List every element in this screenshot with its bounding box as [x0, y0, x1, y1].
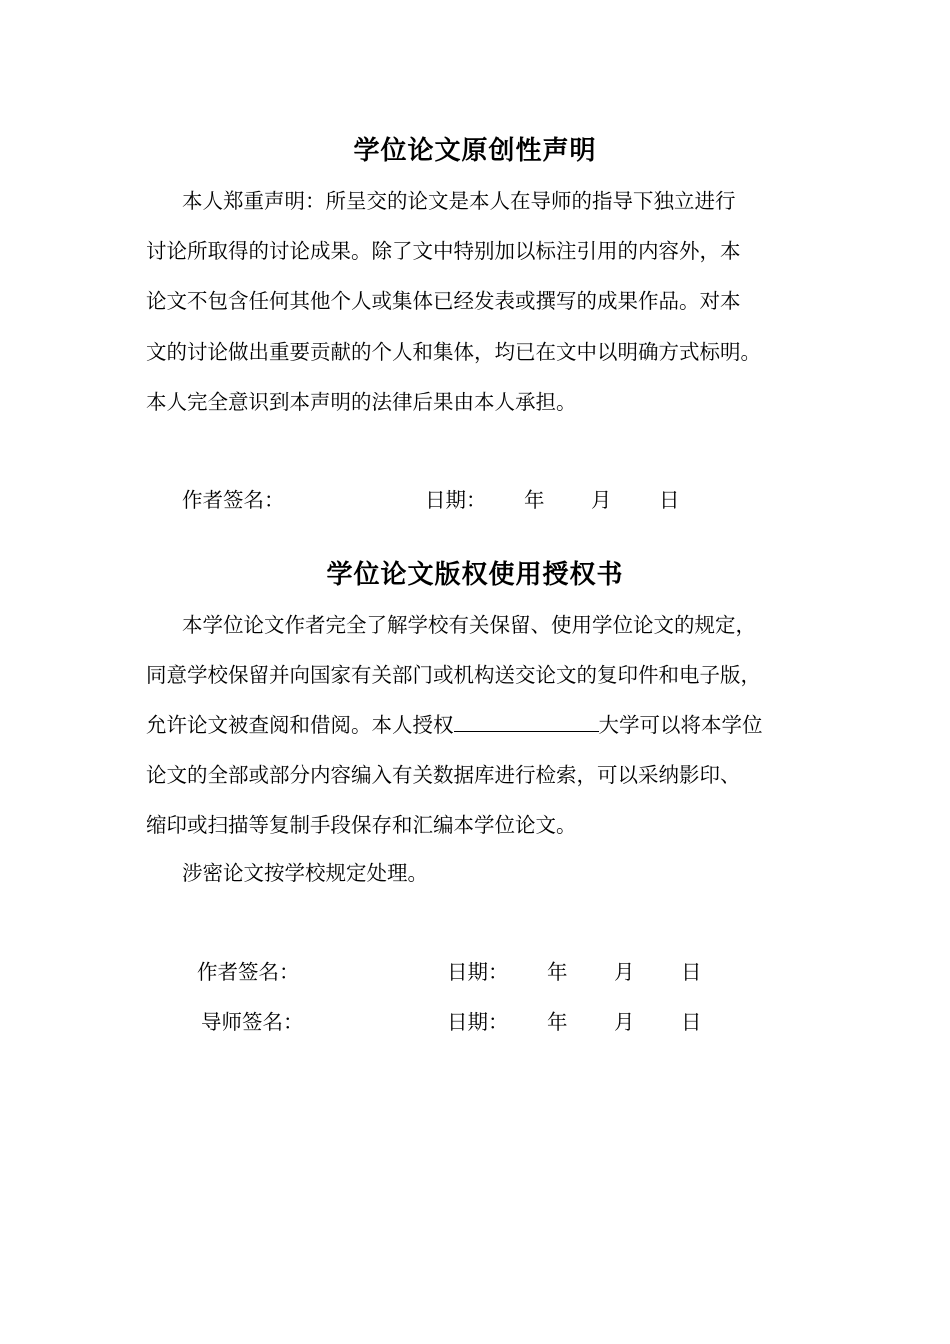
day-label: 日	[681, 960, 702, 984]
declaration-line-1: 本人郑重声明：所呈交的论文是本人在导师的指导下独立进行	[182, 189, 736, 213]
advisor-signature-label: 导师签名：	[201, 1010, 304, 1034]
month-label: 月	[614, 1010, 635, 1034]
author-signature-label: 作者签名：	[197, 960, 300, 984]
classified-note: 涉密论文按学校规定处理。	[182, 861, 428, 885]
declaration-line-5: 本人完全意识到本声明的法律后果由本人承担。	[146, 390, 577, 414]
declaration-line-2: 讨论所取得的讨论成果。除了文中特别加以标注引用的内容外，本	[146, 239, 741, 263]
month-label: 月	[591, 488, 612, 512]
date-label: 日期：	[447, 1010, 509, 1034]
declaration-title: 学位论文原创性声明	[353, 136, 597, 166]
authorization-line-1: 本学位论文作者完全了解学校有关保留、使用学位论文的规定，	[182, 613, 756, 637]
day-label: 日	[659, 488, 680, 512]
date-label: 日期：	[425, 488, 487, 512]
date-label: 日期：	[447, 960, 509, 984]
university-name-blank[interactable]	[454, 713, 599, 732]
authorization-line-3-after: 大学可以将本学位	[598, 713, 763, 737]
declaration-line-3: 论文不包含任何其他个人或集体已经发表或撰写的成果作品。对本	[146, 289, 741, 313]
declaration-line-4: 文的讨论做出重要贡献的个人和集体，均已在文中以明确方式标明。	[146, 340, 761, 364]
year-label: 年	[547, 1010, 568, 1034]
authorization-line-3-before: 允许论文被查阅和借阅。本人授权	[146, 713, 454, 737]
author-signature-label: 作者签名：	[182, 488, 285, 512]
authorization-line-2: 同意学校保留并向国家有关部门或机构送交论文的复印件和电子版，	[146, 663, 761, 687]
year-label: 年	[524, 488, 545, 512]
authorization-line-3	[146, 712, 763, 738]
day-label: 日	[681, 1010, 702, 1034]
authorization-line-4: 论文的全部或部分内容编入有关数据库进行检索，可以采纳影印、	[146, 763, 741, 787]
year-label: 年	[547, 960, 568, 984]
authorization-line-5: 缩印或扫描等复制手段保存和汇编本学位论文。	[146, 813, 577, 837]
authorization-title: 学位论文版权使用授权书	[326, 560, 624, 590]
month-label: 月	[614, 960, 635, 984]
